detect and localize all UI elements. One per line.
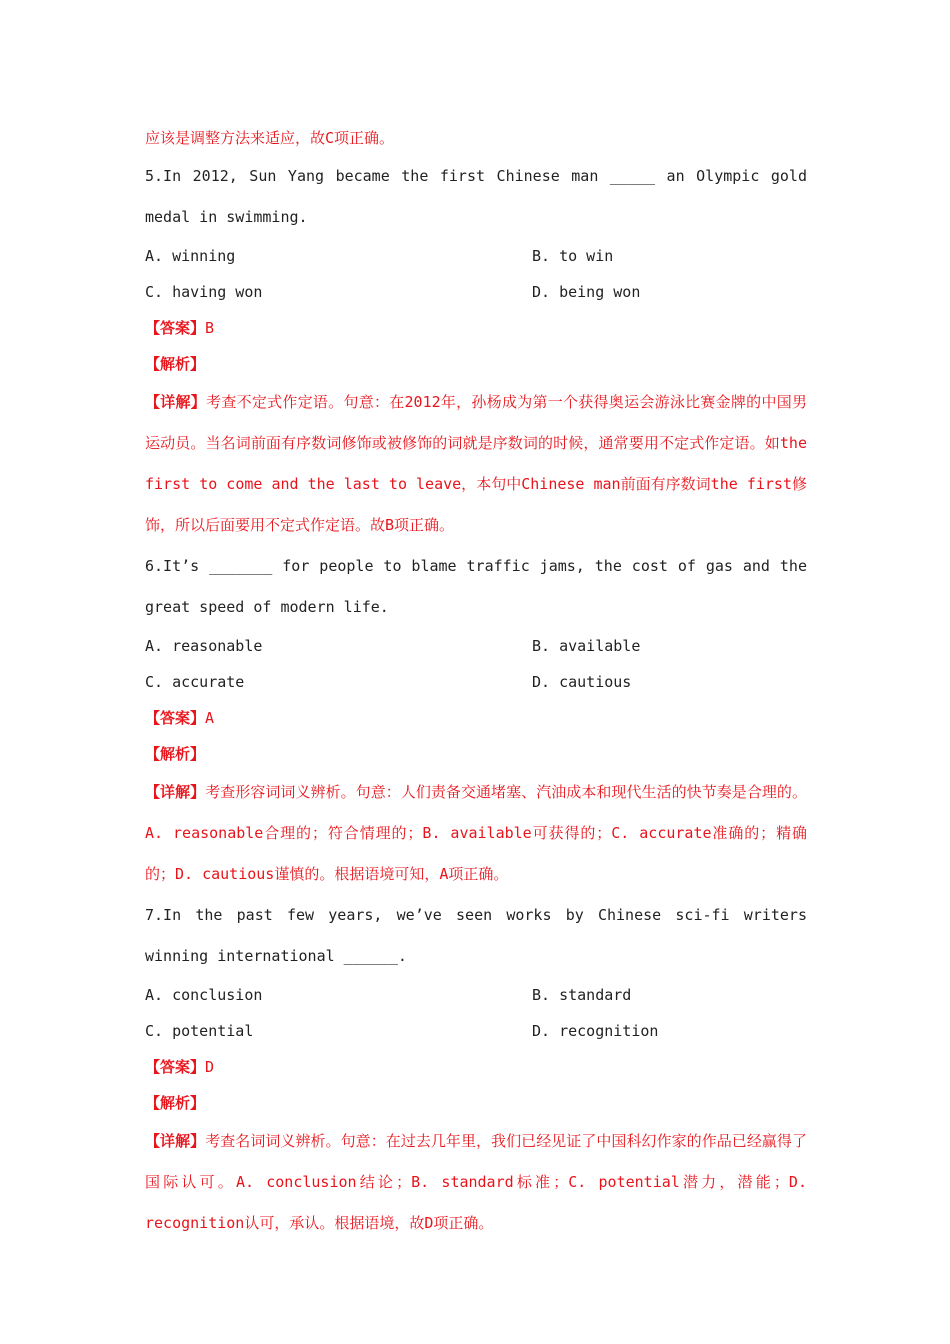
option-a: A. winning — [145, 247, 236, 265]
options-row — [145, 664, 807, 700]
question-6 — [145, 546, 807, 895]
detail-paragraph — [145, 1121, 807, 1244]
analysis-label: 【解析】 — [145, 355, 206, 373]
options-row — [145, 274, 807, 310]
detail-text: 考查不定式作定语。句意：在2012年，孙杨成为第一个获得奥运会游泳比赛金牌的中国男运动员。当名词前面有序数词修饰或被修饰的词就是序数词的时候，通常要用不定式作定语。如the first to come and the last to leave，本句中Chinese man前面有序数词the first修饰，所以后面要用不定式作定语。故B项正确。 — [145, 393, 807, 534]
answer-line — [145, 700, 807, 736]
option-c: C. having won — [145, 283, 263, 301]
answer-value: D — [205, 1058, 215, 1076]
option-d: D. cautious — [532, 673, 632, 691]
option-b: B. standard — [532, 986, 632, 1004]
analysis-label: 【解析】 — [145, 745, 206, 763]
answer-label: 【答案】 — [145, 1058, 206, 1076]
question-stem: 7.In the past few years, we’ve seen works by Chinese sci-fi writers winning international ______. — [145, 906, 807, 965]
options-row — [145, 628, 807, 664]
answer-label: 【答案】 — [145, 709, 206, 727]
option-a: A. conclusion — [145, 986, 263, 1004]
answer-label: 【答案】 — [145, 319, 206, 337]
options-row — [145, 238, 807, 274]
detail-label: 【详解】 — [145, 1132, 206, 1150]
question-stem: 6.It’s _______ for people to blame traffic jams, the cost of gas and the great speed of modern life. — [145, 557, 807, 616]
detail-label: 【详解】 — [145, 783, 206, 801]
detail-paragraph — [145, 772, 807, 895]
options-row — [145, 977, 807, 1013]
answer-value: A — [205, 709, 215, 727]
detail-paragraph — [145, 382, 807, 546]
question-stem: 5.In 2012, Sun Yang became the first Chinese man _____ an Olympic gold medal in swimming. — [145, 167, 807, 226]
analysis-label: 【解析】 — [145, 1094, 206, 1112]
question-5 — [145, 156, 807, 546]
question-7 — [145, 895, 807, 1244]
option-d: D. being won — [532, 283, 641, 301]
detail-text: 考查形容词词义辨析。句意：人们责备交通堵塞、汽油成本和现代生活的快节奏是合理的。A. reasonable合理的；符合情理的；B. available可获得的；C. accurate准确的；精确的；D. cautious谨慎的。根据语境可知，A项正确。 — [145, 783, 807, 883]
option-b: B. to win — [532, 247, 614, 265]
options-row — [145, 1013, 807, 1049]
answer-line — [145, 1049, 807, 1085]
option-c: C. accurate — [145, 673, 245, 691]
option-d: D. recognition — [532, 1022, 659, 1040]
answer-line — [145, 310, 807, 346]
detail-label: 【详解】 — [145, 393, 207, 411]
option-b: B. available — [532, 637, 641, 655]
option-a: A. reasonable — [145, 637, 263, 655]
option-c: C. potential — [145, 1022, 254, 1040]
answer-value: B — [205, 319, 215, 337]
intro-text: 应该是调整方法来适应，故C项正确。 — [145, 129, 395, 147]
document-page — [145, 120, 807, 1244]
detail-text: 考查名词词义辨析。句意：在过去几年里，我们已经见证了中国科幻作家的作品已经赢得了国际认可。A. conclusion结论；B. standard标准；C. potential潜力，潜能；D. recognition认可，承认。根据语境，故D项正确。 — [145, 1132, 807, 1232]
